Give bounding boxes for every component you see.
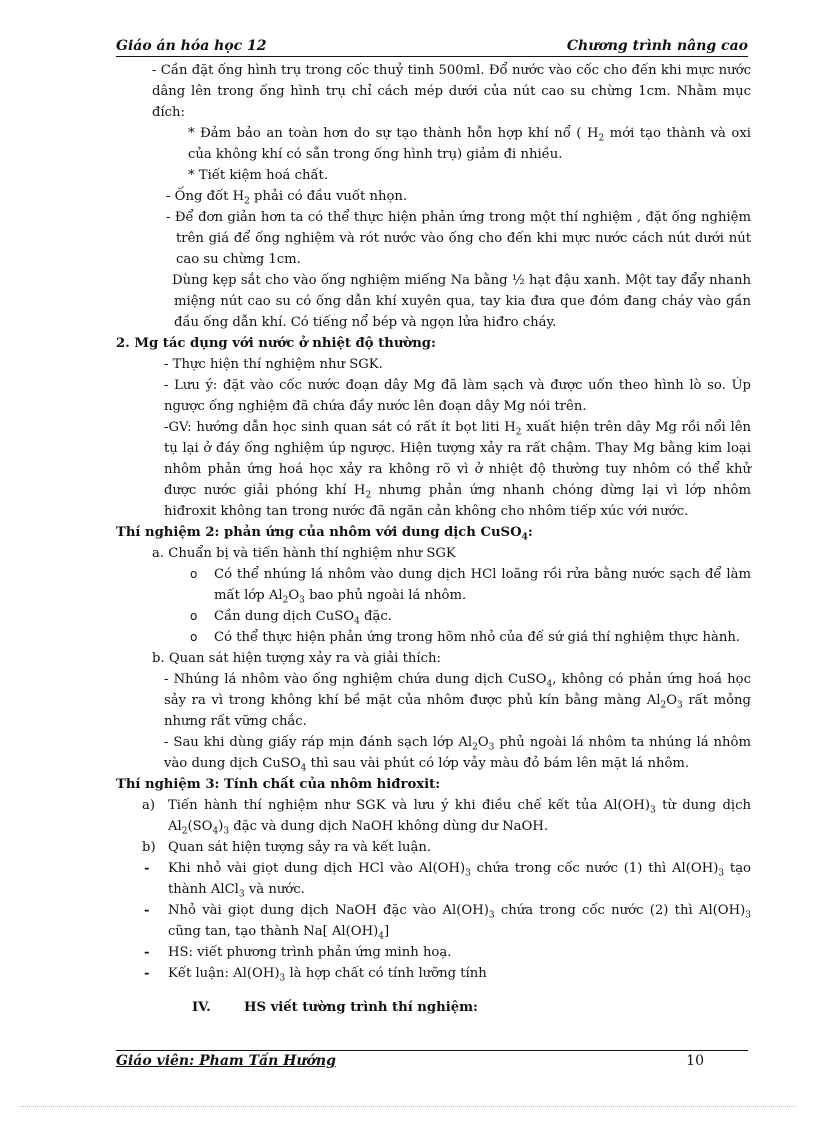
dash-bullet-icon: - [144,945,150,960]
list-item: o Cần dung dịch CuSO$_4$ đặc. [116,606,751,627]
list-item: - HS: viết phương trình phản ứng minh hoạ. [116,942,751,963]
paragraph: - Sau khi dùng giấy ráp mịn đánh sạch lớp $Al_2O_3$ phủ ngoài lá nhôm ta nhúng lá nhôm vào dung dịch CuSO$_4$ thì sau vài phút có lớp vảy màu đỏ bám lên mặt lá nhôm. [164,735,751,774]
header-program: Chương trình nâng cao [566,38,748,54]
paragraph: - Nhúng lá nhôm vào ống nghiệm chứa dung dịch CuSO$_4$, không có phản ứng hoá học sảy ra vì trong không khí bề mặt của nhôm được phủ kín bằng màng $Al_2O_3$ rất mỏng nhưng rất vững chắc. [164,672,751,729]
section-heading: 2. Mg tác dụng với nước ở nhiệt độ thường: [116,336,436,351]
page-edge-divider [20,1106,796,1107]
circle-bullet-icon: o [190,630,198,644]
footer-teacher: Giáo viên: Pham Tấn Hướng [116,1053,336,1069]
paragraph: * Đảm bảo an toàn hơn do sự tạo thành hỗn hợp khí nổ ( $H_2$ mới tạo thành và oxi của không khí có sẵn trong ống hình trụ) giảm đi nhiều. [188,126,751,162]
page-footer [116,1050,748,1071]
paragraph: Dùng kẹp sắt cho vào ống nghiệm miếng Na bằng ½ hạt đậu xanh. Một tay đẩy nhanh miệng nút cao su có ống dẫn khí xuyên qua, tay kia đưa que đóm đang cháy vào gần đầu ống dẫn khí. Có tiếng nổ bép và ngọn lửa hiđro cháy. [172,273,751,330]
document-body [116,60,751,1031]
list-item: - Nhỏ vài giọt dung dịch NaOH đặc vào $Al(OH)_3$ chứa trong cốc nước (2) thì $Al(OH)_3$ cũng tan, tạo thành Na[ $Al(OH)_4$] [116,900,751,942]
list-item: o Có thể thực hiện phản ứng trong hõm nhỏ của đế sứ giá thí nghiệm thực hành. [116,627,751,648]
page-number: 10 [686,1053,704,1069]
paragraph: b. Quan sát hiện tượng xảy ra và giải thích: [152,651,441,666]
paragraph: - Lưu ý: đặt vào cốc nước đoạn dây Mg đã làm sạch và được uốn theo hình lò so. Úp ngược ống nghiệm đã chứa đầy nước lên đoạn dây Mg nói trên. [164,378,751,414]
list-item: o Có thể nhúng lá nhôm vào dung dịch HCl loãng rồi rửa bằng nước sạch để làm mất lớp $Al_2O_3$ bao phủ ngoài lá nhôm. [116,564,751,606]
section-heading: Thí nghiệm 2: phản ứng của nhôm với dung dịch CuSO$_4$: [116,525,533,543]
paragraph: - Để đơn giản hơn ta có thể thực hiện phản ứng trong một thí nghiệm , đặt ống nghiệm trên giá để ống nghiệm và rót nước vào ống cho đến khi mực nước cách nút dưới nút cao su chừng 1cm. [166,210,751,267]
paragraph: -GV: hướng dẫn học sinh quan sát có rất ít bọt liti $H_2$ xuất hiện trên dây Mg rồi nổi lên tụ lại ở đáy ống nghiệm úp ngược. Hiện tượng xảy ra rất chậm. Thay Mg bằng kim loại nhôm phản ứng hoá học xảy ra không rõ vì ở nhiệt độ thường tuy nhôm có thể khử được nước giải phóng khí $H_2$ nhưng phản ứng nhanh chóng dừng lại vì lớp nhôm hiđroxit không tan trong nước đã ngăn cản không cho nhôm tiếp xúc với nước. [164,420,751,519]
dash-bullet-icon: - [144,903,150,918]
list-item: a) Tiến hành thí nghiệm như SGK và lưu ý khi điều chế kết tủa $Al(OH)_3$ từ dung dịch $Al_2(SO_4)_3$ đặc và dung dịch NaOH không dùng dư NaOH. [142,798,751,837]
section-heading: IV. HS viết tường trình thí nghiệm: [192,1000,478,1016]
list-item: - Kết luận: $Al(OH)_3$ là hợp chất có tính lưỡng tính [116,963,751,984]
paragraph: - Ống đốt $H_2$ phải có đầu vuốt nhọn. [166,189,408,207]
section-heading: Thí nghiệm 3: Tính chất của nhôm hiđroxit: [116,777,441,792]
page-header [116,38,748,57]
paragraph: - Cần đặt ống hình trụ trong cốc thuỷ tinh 500ml. Đổ nước vào cốc cho đến khi mực nước dâng lên trong ống hình trụ chỉ cách mép dưới của nút cao su chừng 1cm. Nhằm mục đích: [152,63,751,120]
circle-bullet-icon: o [190,609,198,623]
paragraph: * Tiết kiệm hoá chất. [188,168,329,183]
list-item: b) Quan sát hiện tượng sảy ra và kết luận. [142,840,432,855]
dash-bullet-icon: - [144,966,150,981]
paragraph: - Thực hiện thí nghiệm như SGK. [164,357,383,372]
dash-bullet-icon: - [144,861,150,876]
header-subject: Giáo án hóa học 12 [116,38,267,54]
circle-bullet-icon: o [190,567,198,581]
list-item: - Khi nhỏ vài giọt dung dịch HCl vào $Al(OH)_3$ chứa trong cốc nước (1) thì $Al(OH)_3$ tạo thành AlCl$_3$ và nước. [116,858,751,900]
paragraph: a. Chuẩn bị và tiến hành thí nghiệm như SGK [152,546,456,561]
